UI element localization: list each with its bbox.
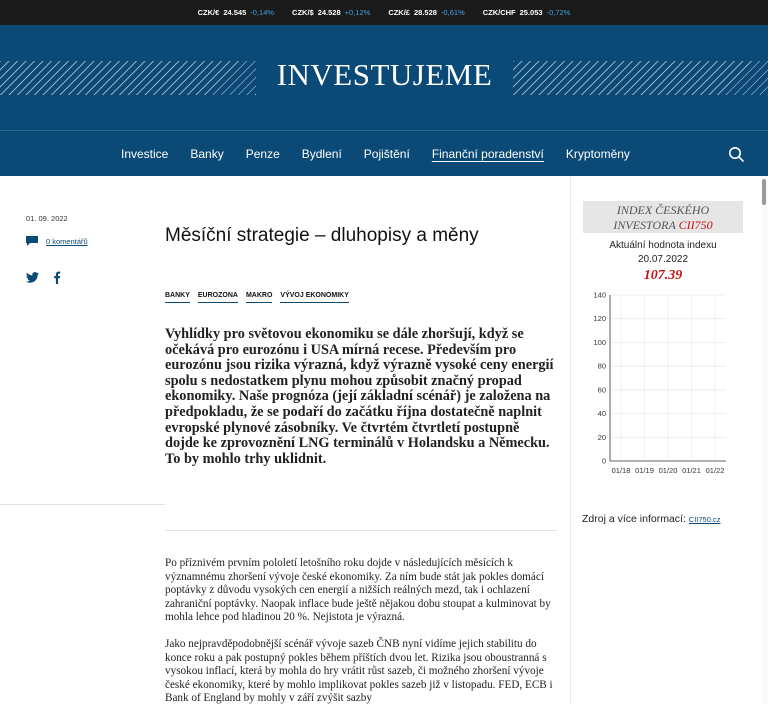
chart-x-tick-label: 01/18 <box>611 466 631 475</box>
ticker-change: -0,72% <box>546 8 571 17</box>
source-link[interactable]: CII750.cz <box>688 515 721 524</box>
index-title-line1: INDEX ČESKÉHO <box>616 203 710 217</box>
index-source <box>582 513 720 525</box>
ticker-value: 24.545 <box>223 8 247 17</box>
index-value: 107.39 <box>643 268 683 283</box>
scrollbar-thumb[interactable] <box>762 179 766 205</box>
article-tag[interactable]: MAKRO <box>246 292 272 303</box>
article-paragraph: Po příznivém prvním pololetí letošního roku dojde v následujících měsících k významnému zhoršení vývoje české ekonomiky. Za ním bude stát jak pokles domácí poptávky z důvodu vysokých cen energií a nižších reálných mezd, tak i ochlazení zahraniční poptávky. Naopak inflace bude ještě nějakou dobu stoupat a kulminovat by mohla lehce pod hladinou 20 %. Nejistota je výrazná. <box>165 557 551 624</box>
chart-x-tick-label: 01/21 <box>682 466 701 475</box>
ticker-value: 24.528 <box>317 8 341 17</box>
nav-item[interactable]: Penze <box>245 146 280 161</box>
chart-y-tick-label: 100 <box>593 337 606 347</box>
chart-y-tick-label: 0 <box>601 456 606 466</box>
ticker-pair: CZK/€ <box>197 8 220 17</box>
ticker-pair: CZK/CHF <box>482 8 516 17</box>
ticker-pair: CZK/$ <box>292 8 314 17</box>
nav-item[interactable]: Kryptoměny <box>565 146 630 161</box>
index-current-label: Aktuální hodnota indexu <box>609 240 717 251</box>
scrollbar-track[interactable] <box>761 176 768 704</box>
search-icon[interactable] <box>728 146 744 162</box>
nav-item[interactable]: Investice <box>121 146 169 161</box>
article-body <box>165 557 557 704</box>
source-label: Zdroj a více informací: <box>582 513 689 525</box>
chart-x-tick-label: 01/19 <box>635 466 654 475</box>
chart-y-tick-label: 20 <box>597 432 606 442</box>
chart-y-tick-label: 60 <box>597 385 606 395</box>
ticker-item <box>292 8 370 17</box>
comments-link[interactable] <box>26 236 88 246</box>
index-meta <box>583 239 743 266</box>
nav-item[interactable]: Bydlení <box>301 146 342 161</box>
chart-y-tick-label: 140 <box>593 290 606 300</box>
article-lead: Vyhlídky pro světovou ekonomiku se dále zhoršují, když se očekává pro eurozónu i USA mírná recese. Především pro eurozónu jsou rizika výrazná, když výrazně vysoké ceny energií spolu s nedostatkem plynu mohou způsobit značný propad ekonomiky. Naše prognóza (její základní scénář) je založena na předpokladu, že se podaří do začátku října dostatečně naplnit evropské plynové zásobníky. Ve čtvrtém čtvrtletí postupně dojde ke zprovoznění LNG terminálů v Holandsku a Německu. To by mohlo trhy uklidnit. <box>165 326 554 467</box>
facebook-icon[interactable] <box>53 271 61 284</box>
article-tag[interactable]: BANKY <box>165 292 190 303</box>
index-code: CII750 <box>678 217 713 232</box>
divider <box>165 530 557 531</box>
currency-ticker <box>0 0 768 25</box>
main-nav <box>0 131 768 176</box>
article-title: Měsíční strategie – dluhopisy a měny <box>165 225 479 246</box>
ticker-change: -0,14% <box>250 8 275 17</box>
ticker-item <box>388 8 464 17</box>
article-date: 01. 09. 2022 <box>26 214 68 223</box>
chart-x-tick-label: 01/22 <box>705 466 725 475</box>
site-logo[interactable]: INVESTUJEME <box>276 57 493 92</box>
index-widget-title <box>583 201 743 233</box>
article-tag[interactable]: VÝVOJ EKONOMIKY <box>280 292 348 303</box>
index-title-line2 <box>583 218 743 233</box>
ticker-item <box>198 8 274 17</box>
masthead-stripes-left <box>0 61 256 95</box>
masthead <box>0 25 768 131</box>
twitter-icon[interactable] <box>26 272 39 283</box>
article-tags <box>165 292 349 303</box>
ticker-value: 28.528 <box>413 8 437 17</box>
chart-y-tick-label: 40 <box>597 409 606 419</box>
comments-count[interactable]: 0 komentářů <box>46 236 88 246</box>
ticker-change: +0,12% <box>344 8 371 17</box>
sidebar-divider <box>570 176 571 704</box>
ticker-change: -0,61% <box>440 8 465 17</box>
nav-item[interactable]: Pojištění <box>363 146 410 161</box>
index-title-prefix: INVESTORA <box>613 217 679 232</box>
nav-items <box>121 131 630 176</box>
ticker-value: 25.053 <box>519 8 543 17</box>
chart-y-tick-label: 80 <box>597 361 606 371</box>
chart-y-tick-label: 120 <box>593 314 606 324</box>
article-paragraph: Jako nejpravděpodobnější scénář vývoje sazeb ČNB nyní vidíme jejich stabilitu do konce roku a pak postupný pokles během příštích dvou let. Rizika jsou oboustranná s vysokou inflací, která by mohla do hry vrátit růst sazeb, či možného zhoršení vývoje české ekonomiky, které by mohlo implikovat pokles sazeb již v listopadu. FED, ECB i Bank of England by mohly v září zvýšit sazby <box>165 637 553 704</box>
index-date: 20.07.2022 <box>637 253 689 265</box>
chart-x-tick-label: 01/20 <box>658 466 678 475</box>
divider <box>0 504 165 505</box>
nav-item[interactable]: Finanční poradenství <box>431 146 544 161</box>
nav-item[interactable]: Banky <box>190 146 224 161</box>
article-tag[interactable]: EUROZONA <box>198 292 238 303</box>
masthead-stripes-right <box>513 61 768 95</box>
share-buttons <box>26 271 61 284</box>
comment-icon <box>26 236 38 246</box>
ticker-item <box>483 8 571 17</box>
index-chart <box>583 286 743 480</box>
ticker-pair: CZK/£ <box>388 8 410 17</box>
